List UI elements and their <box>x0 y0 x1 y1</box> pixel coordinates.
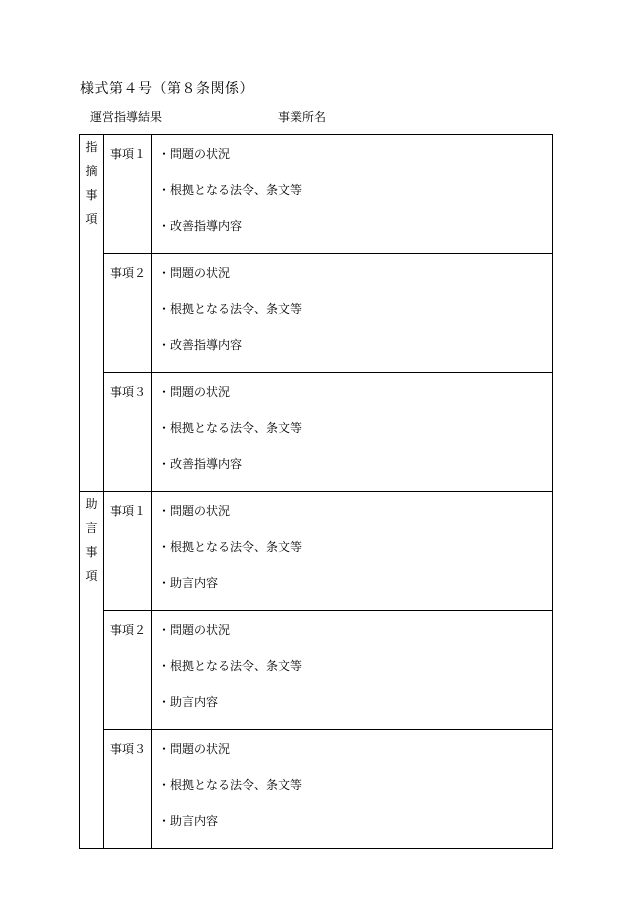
section-label-char: 指 <box>85 140 98 154</box>
form-title: 様式第４号（第８条関係） <box>80 81 254 97</box>
section-label-char: 項 <box>85 569 98 583</box>
item-label: 事項２ <box>104 611 152 730</box>
item-line: ・問題の状況 <box>158 385 231 399</box>
item-label: 事項３ <box>104 373 152 492</box>
item-line: ・根拠となる法令、条文等 <box>158 659 303 673</box>
item-content-cell[interactable] <box>152 373 553 492</box>
item-label: 事項２ <box>104 254 152 373</box>
item-line: ・助言内容 <box>158 576 219 590</box>
item-line: ・助言内容 <box>158 814 219 828</box>
section-label-findings <box>80 135 104 492</box>
table-row <box>80 611 553 730</box>
item-line: ・問題の状況 <box>158 504 231 518</box>
guidance-result-table <box>79 134 553 849</box>
section-label-advice <box>80 492 104 849</box>
section-label-char: 項 <box>85 212 98 226</box>
item-label: 事項１ <box>104 135 152 254</box>
item-content-cell[interactable] <box>152 611 553 730</box>
item-content-cell[interactable] <box>152 135 553 254</box>
item-label: 事項３ <box>104 730 152 849</box>
item-line: ・根拠となる法令、条文等 <box>158 778 303 792</box>
item-line: ・改善指導内容 <box>158 338 243 352</box>
item-line: ・根拠となる法令、条文等 <box>158 183 303 197</box>
report-title: 運営指導結果 <box>90 110 163 124</box>
section-label-char: 言 <box>85 521 98 535</box>
office-name-label: 事業所名 <box>278 110 327 124</box>
table-row <box>80 373 553 492</box>
item-line: ・助言内容 <box>158 695 219 709</box>
section-label-char: 助 <box>85 497 98 511</box>
item-line: ・改善指導内容 <box>158 457 243 471</box>
table-row <box>80 730 553 849</box>
item-line: ・問題の状況 <box>158 742 231 756</box>
section-label-char: 摘 <box>85 164 98 178</box>
item-line: ・問題の状況 <box>158 266 231 280</box>
item-content-cell[interactable] <box>152 254 553 373</box>
item-line: ・根拠となる法令、条文等 <box>158 421 303 435</box>
section-label-char: 事 <box>85 188 98 202</box>
table-row <box>80 492 553 611</box>
item-line: ・根拠となる法令、条文等 <box>158 540 303 554</box>
table-row <box>80 135 553 254</box>
item-line: ・問題の状況 <box>158 147 231 161</box>
item-line: ・問題の状況 <box>158 623 231 637</box>
item-line: ・改善指導内容 <box>158 219 243 233</box>
item-label: 事項１ <box>104 492 152 611</box>
item-line: ・根拠となる法令、条文等 <box>158 302 303 316</box>
table-row <box>80 254 553 373</box>
section-label-char: 事 <box>85 545 98 559</box>
item-content-cell[interactable] <box>152 730 553 849</box>
item-content-cell[interactable] <box>152 492 553 611</box>
